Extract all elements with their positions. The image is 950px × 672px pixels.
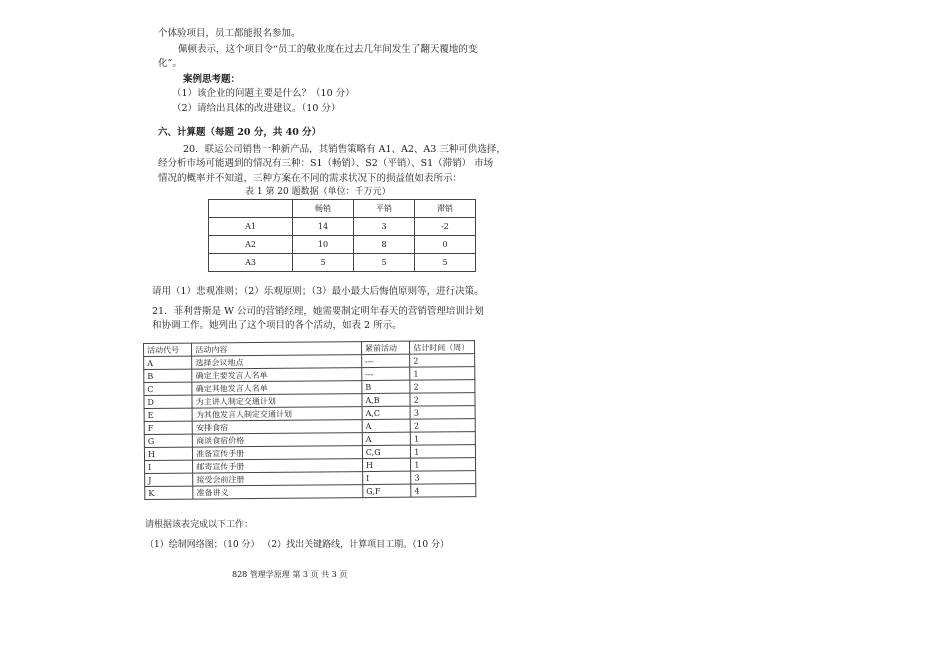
- table2-cell: 准备宣传手册: [193, 446, 363, 460]
- table2-cell: H: [144, 447, 192, 460]
- table2-header-cell: 估计时间（周）: [410, 341, 475, 355]
- page-footer: 828 管理学原理 第 3 页 共 3 页: [232, 570, 348, 579]
- table2-cell: J: [145, 473, 193, 486]
- table2-cell: 1: [411, 445, 476, 459]
- q21-task-intro: 请根据该表完成以下工作：: [145, 520, 254, 530]
- case-question-1: （1）该企业的问题主要是什么？（10 分）: [172, 88, 355, 99]
- table2-cell: A: [362, 419, 410, 432]
- table2-cell: ---: [362, 354, 410, 367]
- q21-line-1: 21．菲利普斯是 W 公司的营销经理，她需要制定明年春天的营销管理培训计划: [152, 306, 484, 317]
- table1-header-cell: 滞销: [415, 200, 476, 218]
- table2-cell: 为主讲人制定交通计划: [192, 394, 362, 408]
- table2-cell: 安排食宿: [192, 420, 362, 434]
- table2-cell: A,C: [362, 406, 410, 419]
- table2-cell: C,G: [362, 445, 410, 458]
- table1: [208, 199, 476, 272]
- intro-line-2: 佩顿表示，这个项目令“员工的敬业度在过去几年间发生了翻天覆地的变: [178, 44, 478, 55]
- table1-header-cell: [209, 200, 293, 218]
- table1-cell: 14: [293, 218, 354, 236]
- table1-cell: 0: [415, 236, 476, 254]
- table1-cell: 10: [293, 236, 354, 254]
- table2-cell: 1: [411, 432, 476, 446]
- table1-cell: A1: [209, 218, 293, 236]
- table2-cell: I: [363, 471, 411, 484]
- q20-line-2: 经分析市场可能遇到的情况有三种：S1（畅销）、S2（平销）、S1（滞销） 市场: [158, 158, 494, 169]
- q21-tasks: （1）绘制网络图；（10 分） （2）找出关键路线，计算项目工期。（10 分）: [145, 540, 449, 550]
- table2-cell: 选择会议地点: [192, 355, 362, 369]
- table2-cell: A: [362, 432, 410, 445]
- table1-cell: A3: [209, 254, 293, 272]
- table1-cell: -2: [415, 218, 476, 236]
- table1-cell: 8: [354, 236, 415, 254]
- table2-cell: 确定主要发言人名单: [192, 368, 362, 382]
- table2-cell: G: [144, 434, 192, 447]
- table1-row: [209, 218, 476, 236]
- table2-header-cell: 紧前活动: [361, 341, 409, 354]
- table2-cell: 接受会前注册: [193, 472, 363, 486]
- table2-cell: 为其他发言人制定交通计划: [192, 407, 362, 421]
- table2: [143, 340, 476, 500]
- table2-cell: 准备讲义: [193, 485, 363, 499]
- table2-cell: A,B: [362, 393, 410, 406]
- table1-header-cell: 畅销: [293, 200, 354, 218]
- table2-cell: 3: [410, 406, 475, 420]
- q20-line-3: 情况的概率并不知道，三种方案在不同的需求状况下的损益值如表所示：: [158, 173, 463, 184]
- table2-header-cell: 活动内容: [192, 342, 362, 356]
- table1-row: [209, 254, 476, 272]
- table2-cell: 商谈食宿价格: [193, 433, 363, 447]
- table2-cell: D: [144, 395, 192, 408]
- table1-cell: 5: [354, 254, 415, 272]
- table1-cell: A2: [209, 236, 293, 254]
- case-question-2: （2）请给出具体的改进建议。（10 分）: [172, 103, 341, 114]
- table2-cell: K: [145, 486, 193, 499]
- table2-cell: 2: [410, 393, 475, 407]
- table2-cell: H: [362, 458, 410, 471]
- table2-cell: 3: [411, 471, 476, 485]
- q20-line-1: 20．联运公司销售一种新产品，其销售策略有 A1、A2、A3 三种可供选择，: [183, 144, 506, 155]
- table2-cell: 2: [410, 419, 475, 433]
- table2-cell: C: [144, 382, 192, 395]
- table2-cell: 2: [410, 380, 475, 394]
- table2-cell: B: [362, 380, 410, 393]
- intro-line-1: 个体验项目，员工都能报名参加。: [158, 28, 301, 39]
- table1-cell: 3: [354, 218, 415, 236]
- q21-line-2: 和协调工作。她列出了这个项目的各个活动，如表 2 所示。: [152, 320, 402, 331]
- table2-cell: 4: [411, 484, 476, 498]
- table2-cell: 1: [410, 367, 475, 381]
- table2-cell: E: [144, 408, 192, 421]
- table2-cell: ---: [362, 367, 410, 380]
- case-title: 案例思考题：: [183, 74, 241, 85]
- table2-header-cell: 活动代号: [144, 343, 192, 356]
- table1-cell: 5: [293, 254, 354, 272]
- table2-cell: I: [145, 460, 193, 473]
- table2-cell: F: [144, 421, 192, 434]
- table1-header-row: [209, 200, 476, 218]
- table2-cell: 2: [410, 354, 475, 368]
- section-title: 六、计算题（每题 20 分，共 40 分）: [158, 127, 322, 138]
- table1-row: [209, 236, 476, 254]
- table2-cell: 确定其他发言人名单: [192, 381, 362, 395]
- intro-line-3: 化”。: [158, 58, 182, 69]
- table2-cell: A: [144, 356, 192, 369]
- table2-cell: B: [144, 369, 192, 382]
- table2-cell: 1: [411, 458, 476, 472]
- table2-cell: 邮寄宣传手册: [193, 459, 363, 473]
- table1-header-cell: 平销: [354, 200, 415, 218]
- q20-task: 请用（1）悲观准则；（2）乐观原则；（3）最小最大后悔值原则等，进行决策。: [152, 286, 484, 297]
- table1-cell: 5: [415, 254, 476, 272]
- table2-row: [145, 484, 476, 500]
- table2-cell: G,F: [363, 484, 411, 497]
- table1-caption: 表 1 第 20 题数据（单位：千万元）: [245, 187, 391, 197]
